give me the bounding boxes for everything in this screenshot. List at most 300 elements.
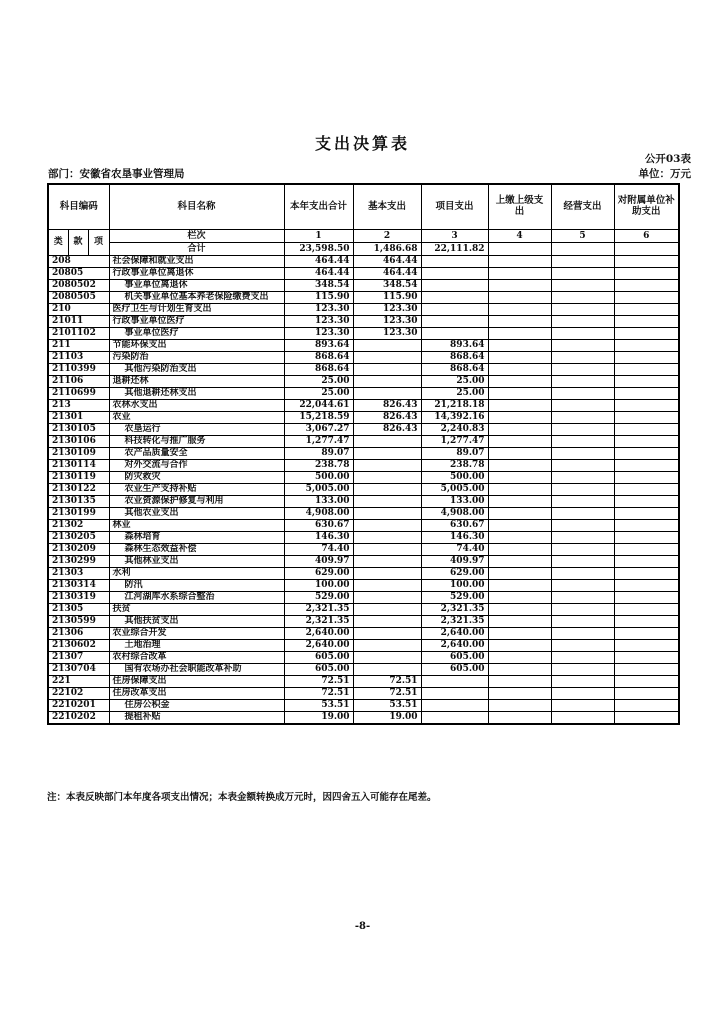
amount-cell: 4,908.00 — [421, 508, 488, 520]
amount-cell — [488, 424, 551, 436]
table-row — [48, 652, 679, 664]
amount-cell — [614, 256, 679, 268]
subject-name-cell: 对外交流与合作 — [109, 460, 284, 472]
amount-cell: 2,640.00 — [284, 628, 353, 640]
amount-cell — [488, 496, 551, 508]
amount-cell — [551, 364, 614, 376]
table-row — [48, 304, 679, 316]
column-number: 2 — [353, 230, 421, 243]
amount-cell — [353, 376, 421, 388]
amount-cell — [353, 580, 421, 592]
subject-code-cell: 2130199 — [48, 508, 109, 520]
amount-cell — [353, 544, 421, 556]
amount-cell — [551, 328, 614, 340]
amount-cell — [488, 412, 551, 424]
amount-cell — [614, 340, 679, 352]
subject-name-cell: 行政事业单位离退休 — [109, 268, 284, 280]
subject-name-cell: 其他扶贫支出 — [109, 616, 284, 628]
header-col-basic: 基本支出 — [353, 184, 421, 230]
amount-cell — [488, 472, 551, 484]
amount-cell — [614, 592, 679, 604]
subject-code-cell: 2130599 — [48, 616, 109, 628]
amount-cell — [488, 460, 551, 472]
amount-cell — [614, 400, 679, 412]
subject-code-cell: 21306 — [48, 628, 109, 640]
subject-name-cell: 退耕还林 — [109, 376, 284, 388]
amount-cell: 133.00 — [421, 496, 488, 508]
subject-code-cell: 2130299 — [48, 556, 109, 568]
amount-cell: 19.00 — [353, 712, 421, 724]
amount-cell — [614, 544, 679, 556]
subject-name-cell: 农业生产支持补贴 — [109, 484, 284, 496]
amount-cell: 826.43 — [353, 412, 421, 424]
amount-cell — [488, 544, 551, 556]
subject-name-cell: 住房公积金 — [109, 700, 284, 712]
amount-cell — [488, 328, 551, 340]
amount-cell — [614, 388, 679, 400]
header-col-upward: 上缴上级支出 — [488, 184, 551, 230]
amount-cell — [551, 292, 614, 304]
subject-code-cell: 211 — [48, 340, 109, 352]
amount-cell — [421, 292, 488, 304]
subject-name-cell: 农产品质量安全 — [109, 448, 284, 460]
amount-cell — [614, 688, 679, 700]
amount-cell — [488, 364, 551, 376]
subject-name-cell: 其他林业支出 — [109, 556, 284, 568]
header-col-operating: 经营支出 — [551, 184, 614, 230]
table-row — [48, 412, 679, 424]
table-row — [48, 424, 679, 436]
amount-cell — [353, 664, 421, 676]
amount-cell — [353, 652, 421, 664]
amount-cell — [551, 520, 614, 532]
amount-cell: 348.54 — [353, 280, 421, 292]
amount-cell — [488, 280, 551, 292]
header-col-project: 项目支出 — [421, 184, 488, 230]
amount-cell: 409.97 — [421, 556, 488, 568]
header-col-total-year: 本年支出合计 — [284, 184, 353, 230]
amount-cell — [421, 268, 488, 280]
form-code-label: 公开03表 — [644, 153, 691, 165]
amount-cell: 74.40 — [284, 544, 353, 556]
amount-cell: 238.78 — [421, 460, 488, 472]
subject-code-cell: 22102 — [48, 688, 109, 700]
amount-cell — [488, 604, 551, 616]
amount-cell: 89.07 — [421, 448, 488, 460]
amount-cell — [551, 508, 614, 520]
amount-cell — [551, 424, 614, 436]
amount-cell — [488, 700, 551, 712]
amount-cell: 72.51 — [353, 688, 421, 700]
amount-cell — [353, 508, 421, 520]
amount-cell — [551, 568, 614, 580]
amount-cell — [551, 640, 614, 652]
amount-cell — [488, 520, 551, 532]
amount-cell: 2,640.00 — [284, 640, 353, 652]
subject-code-cell: 208 — [48, 256, 109, 268]
amount-cell: 123.30 — [284, 304, 353, 316]
amount-cell: 2,640.00 — [421, 640, 488, 652]
amount-cell: 629.00 — [421, 568, 488, 580]
amount-cell: 1,277.47 — [284, 436, 353, 448]
subject-name-cell: 行政事业单位医疗 — [109, 316, 284, 328]
column-number: 5 — [551, 230, 614, 243]
table-row — [48, 688, 679, 700]
subject-code-cell: 2130602 — [48, 640, 109, 652]
amount-cell — [614, 328, 679, 340]
amount-cell — [488, 352, 551, 364]
amount-cell: 115.90 — [353, 292, 421, 304]
subject-code-cell: 2130135 — [48, 496, 109, 508]
amount-cell: 2,321.35 — [421, 604, 488, 616]
table-row — [48, 544, 679, 556]
table-row — [48, 676, 679, 688]
subject-code-cell: 2130122 — [48, 484, 109, 496]
amount-cell — [488, 340, 551, 352]
column-number: 3 — [421, 230, 488, 243]
amount-cell: 5,005.00 — [284, 484, 353, 496]
table-row — [48, 556, 679, 568]
amount-cell — [614, 412, 679, 424]
amount-cell — [614, 280, 679, 292]
amount-cell — [551, 580, 614, 592]
header-subject-name: 科目名称 — [109, 184, 284, 230]
amount-cell: 100.00 — [284, 580, 353, 592]
department-label: 部门：安徽省农垦事业管理局 — [48, 168, 185, 180]
amount-cell — [614, 604, 679, 616]
amount-cell: 2,321.35 — [284, 616, 353, 628]
amount-cell — [551, 556, 614, 568]
amount-cell — [551, 304, 614, 316]
table-row — [48, 460, 679, 472]
subject-code-cell: 2110399 — [48, 364, 109, 376]
amount-cell — [551, 472, 614, 484]
subject-name-cell: 住房保障支出 — [109, 676, 284, 688]
amount-cell — [551, 388, 614, 400]
amount-cell — [614, 532, 679, 544]
amount-cell — [488, 640, 551, 652]
header-code-class: 类 — [48, 230, 68, 256]
amount-cell — [488, 400, 551, 412]
amount-cell — [421, 676, 488, 688]
amount-cell: 826.43 — [353, 424, 421, 436]
amount-cell — [551, 544, 614, 556]
table-row — [48, 376, 679, 388]
amount-cell — [353, 460, 421, 472]
table-row — [48, 604, 679, 616]
amount-cell — [421, 304, 488, 316]
subject-code-cell: 2130106 — [48, 436, 109, 448]
amount-cell: 14,392.16 — [421, 412, 488, 424]
unit-label: 单位：万元 — [638, 168, 691, 180]
amount-cell — [614, 352, 679, 364]
amount-cell — [614, 460, 679, 472]
amount-cell — [353, 472, 421, 484]
expenditure-table — [47, 183, 680, 725]
total-value: 23,598.50 — [284, 243, 353, 256]
subject-code-cell: 2130109 — [48, 448, 109, 460]
amount-cell: 25.00 — [421, 388, 488, 400]
amount-cell: 2,640.00 — [421, 628, 488, 640]
table-body — [48, 256, 679, 724]
amount-cell: 605.00 — [284, 652, 353, 664]
amount-cell: 25.00 — [421, 376, 488, 388]
subject-code-cell: 2080505 — [48, 292, 109, 304]
subject-name-cell: 土地治理 — [109, 640, 284, 652]
amount-cell — [614, 616, 679, 628]
subject-code-cell: 2130319 — [48, 592, 109, 604]
subject-name-cell: 其他退耕还林支出 — [109, 388, 284, 400]
amount-cell — [353, 436, 421, 448]
amount-cell — [488, 304, 551, 316]
amount-cell — [488, 388, 551, 400]
table-row — [48, 640, 679, 652]
amount-cell — [353, 616, 421, 628]
table-row — [48, 712, 679, 724]
table-row — [48, 352, 679, 364]
amount-cell — [551, 352, 614, 364]
amount-cell: 464.44 — [353, 268, 421, 280]
header-subject-code: 科目编码 — [48, 184, 109, 230]
total-value — [614, 243, 679, 256]
amount-cell — [353, 556, 421, 568]
amount-cell: 123.30 — [353, 304, 421, 316]
subject-code-cell: 2110699 — [48, 388, 109, 400]
header-code-section: 款 — [68, 230, 88, 256]
amount-cell: 53.51 — [353, 700, 421, 712]
amount-cell: 5,005.00 — [421, 484, 488, 496]
amount-cell — [353, 532, 421, 544]
subject-name-cell: 江河湖库水系综合整治 — [109, 592, 284, 604]
amount-cell — [614, 568, 679, 580]
subject-name-cell: 社会保障和就业支出 — [109, 256, 284, 268]
table-header — [48, 184, 679, 256]
subject-name-cell: 农垦运行 — [109, 424, 284, 436]
amount-cell: 605.00 — [421, 652, 488, 664]
subject-name-cell: 森林生态效益补偿 — [109, 544, 284, 556]
amount-cell: 868.64 — [284, 364, 353, 376]
amount-cell — [488, 676, 551, 688]
amount-cell — [353, 340, 421, 352]
amount-cell — [551, 484, 614, 496]
amount-cell — [353, 496, 421, 508]
subject-name-cell: 农村综合改革 — [109, 652, 284, 664]
header-col-subsidy: 对附属单位补助支出 — [614, 184, 679, 230]
subject-name-cell: 农业综合开发 — [109, 628, 284, 640]
page-title: 支出决算表 — [314, 134, 410, 153]
subject-name-cell: 科技转化与推广服务 — [109, 436, 284, 448]
amount-cell — [614, 496, 679, 508]
amount-cell: 19.00 — [284, 712, 353, 724]
amount-cell: 464.44 — [284, 268, 353, 280]
table-row — [48, 580, 679, 592]
column-number: 4 — [488, 230, 551, 243]
amount-cell — [488, 568, 551, 580]
amount-cell — [551, 436, 614, 448]
page-number: -8- — [354, 921, 371, 932]
amount-cell: 25.00 — [284, 388, 353, 400]
amount-cell — [551, 460, 614, 472]
table-row — [48, 268, 679, 280]
amount-cell: 72.51 — [284, 688, 353, 700]
amount-cell — [421, 712, 488, 724]
amount-cell — [551, 700, 614, 712]
subject-code-cell: 2130205 — [48, 532, 109, 544]
amount-cell — [488, 616, 551, 628]
amount-cell — [488, 688, 551, 700]
subject-code-cell: 2080502 — [48, 280, 109, 292]
subject-name-cell: 林业 — [109, 520, 284, 532]
subject-name-cell: 农林水支出 — [109, 400, 284, 412]
amount-cell — [614, 664, 679, 676]
subject-code-cell: 21302 — [48, 520, 109, 532]
amount-cell: 630.67 — [284, 520, 353, 532]
amount-cell — [551, 688, 614, 700]
table-row — [48, 328, 679, 340]
header-lanci-label: 栏次 — [109, 230, 284, 243]
amount-cell: 25.00 — [284, 376, 353, 388]
amount-cell — [421, 280, 488, 292]
amount-cell — [614, 640, 679, 652]
amount-cell: 409.97 — [284, 556, 353, 568]
amount-cell — [551, 400, 614, 412]
amount-cell — [614, 436, 679, 448]
amount-cell: 893.64 — [284, 340, 353, 352]
amount-cell — [488, 508, 551, 520]
amount-cell: 868.64 — [284, 352, 353, 364]
amount-cell — [488, 316, 551, 328]
subject-name-cell: 医疗卫生与计划生育支出 — [109, 304, 284, 316]
amount-cell: 826.43 — [353, 400, 421, 412]
amount-cell: 630.67 — [421, 520, 488, 532]
amount-cell — [614, 556, 679, 568]
table-row — [48, 448, 679, 460]
subject-code-cell: 221 — [48, 676, 109, 688]
amount-cell — [421, 256, 488, 268]
amount-cell — [353, 568, 421, 580]
subject-name-cell: 其他农业支出 — [109, 508, 284, 520]
amount-cell: 21,218.18 — [421, 400, 488, 412]
amount-cell — [614, 508, 679, 520]
header-row-lanci — [48, 230, 679, 243]
amount-cell — [614, 472, 679, 484]
table-row — [48, 616, 679, 628]
subject-name-cell: 其他污染防治支出 — [109, 364, 284, 376]
subject-name-cell: 事业单位医疗 — [109, 328, 284, 340]
subject-code-cell: 21011 — [48, 316, 109, 328]
amount-cell — [488, 628, 551, 640]
table-row — [48, 496, 679, 508]
table-row — [48, 700, 679, 712]
amount-cell: 15,218.59 — [284, 412, 353, 424]
amount-cell — [488, 664, 551, 676]
amount-cell: 500.00 — [421, 472, 488, 484]
amount-cell: 893.64 — [421, 340, 488, 352]
amount-cell: 2,240.83 — [421, 424, 488, 436]
amount-cell — [551, 616, 614, 628]
subject-name-cell: 污染防治 — [109, 352, 284, 364]
amount-cell — [551, 448, 614, 460]
amount-cell — [614, 628, 679, 640]
amount-cell — [551, 676, 614, 688]
table-row — [48, 664, 679, 676]
amount-cell — [488, 292, 551, 304]
subject-name-cell: 提租补贴 — [109, 712, 284, 724]
amount-cell — [614, 376, 679, 388]
amount-cell — [614, 520, 679, 532]
subject-code-cell: 20805 — [48, 268, 109, 280]
amount-cell — [353, 604, 421, 616]
amount-cell: 123.30 — [353, 316, 421, 328]
table-row — [48, 280, 679, 292]
amount-cell — [488, 376, 551, 388]
amount-cell — [614, 484, 679, 496]
table-row — [48, 292, 679, 304]
subject-code-cell: 210 — [48, 304, 109, 316]
amount-cell — [353, 364, 421, 376]
amount-cell: 133.00 — [284, 496, 353, 508]
subject-code-cell: 21305 — [48, 604, 109, 616]
amount-cell: 3,067.27 — [284, 424, 353, 436]
column-number: 1 — [284, 230, 353, 243]
amount-cell — [551, 712, 614, 724]
amount-cell — [551, 340, 614, 352]
amount-cell — [421, 700, 488, 712]
footnote: 注：本表反映部门本年度各项支出情况；本表金额转换成万元时，因四舍五入可能存在尾差。 — [47, 792, 437, 803]
amount-cell — [488, 580, 551, 592]
amount-cell: 1,277.47 — [421, 436, 488, 448]
table-row — [48, 388, 679, 400]
subject-code-cell: 2101102 — [48, 328, 109, 340]
amount-cell — [421, 316, 488, 328]
amount-cell: 146.30 — [421, 532, 488, 544]
amount-cell: 4,908.00 — [284, 508, 353, 520]
amount-cell — [353, 484, 421, 496]
amount-cell — [353, 640, 421, 652]
amount-cell — [614, 652, 679, 664]
amount-cell — [614, 316, 679, 328]
amount-cell — [614, 700, 679, 712]
amount-cell: 123.30 — [353, 328, 421, 340]
total-value — [551, 243, 614, 256]
amount-cell — [353, 448, 421, 460]
amount-cell — [488, 592, 551, 604]
subject-code-cell: 2130105 — [48, 424, 109, 436]
amount-cell: 72.51 — [284, 676, 353, 688]
amount-cell: 868.64 — [421, 364, 488, 376]
subject-name-cell: 农业资源保护修复与利用 — [109, 496, 284, 508]
amount-cell — [488, 652, 551, 664]
total-value: 22,111.82 — [421, 243, 488, 256]
table-row — [48, 472, 679, 484]
subject-code-cell: 2130209 — [48, 544, 109, 556]
subject-code-cell: 2210201 — [48, 700, 109, 712]
amount-cell: 2,321.35 — [284, 604, 353, 616]
amount-cell — [488, 436, 551, 448]
amount-cell: 529.00 — [284, 592, 353, 604]
total-value — [488, 243, 551, 256]
amount-cell — [614, 268, 679, 280]
amount-cell: 123.30 — [284, 328, 353, 340]
amount-cell — [488, 448, 551, 460]
amount-cell — [551, 316, 614, 328]
amount-cell: 348.54 — [284, 280, 353, 292]
total-row-label: 合计 — [109, 243, 284, 256]
subject-name-cell: 事业单位离退休 — [109, 280, 284, 292]
subject-code-cell: 2130114 — [48, 460, 109, 472]
amount-cell — [488, 256, 551, 268]
amount-cell: 500.00 — [284, 472, 353, 484]
